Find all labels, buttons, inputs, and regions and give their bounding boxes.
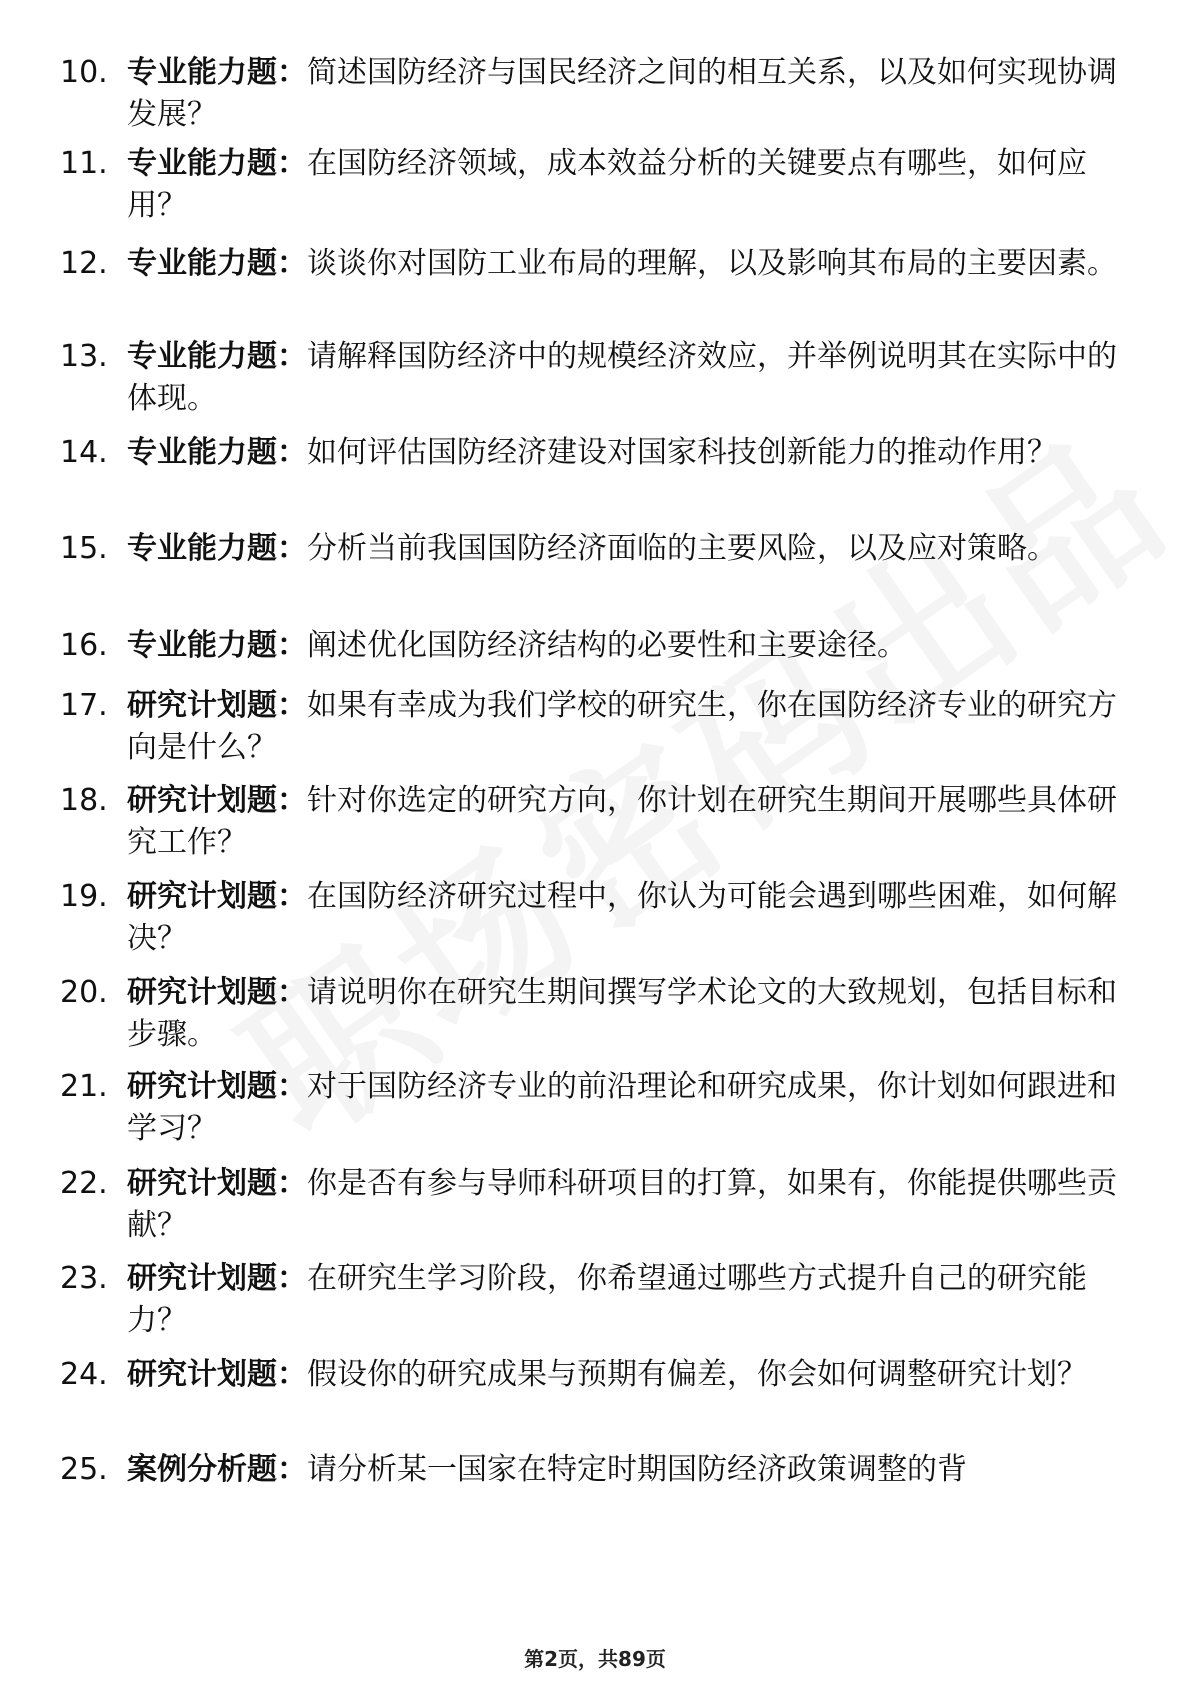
question-body [127,52,1127,136]
question-type: 研究计划题： [127,688,307,723]
question-type: 专业能力题： [127,628,307,663]
question-number: 12. [60,246,108,281]
question-text: 如果有幸成为我们学校的研究生，你在国防经济专业的研究方向是什么？ [127,688,1117,765]
question-type: 研究计划题： [127,1166,307,1201]
question-number: 18. [60,783,108,818]
question-body [127,972,1127,1056]
question-text: 请说明你在研究生期间撰写学术论文的大致规划，包括目标和步骤。 [127,975,1117,1052]
question-body [127,876,1127,960]
question-body [127,432,1127,474]
question-type: 专业能力题： [127,339,307,374]
question-number: 22. [60,1166,108,1201]
question-type: 专业能力题： [127,55,307,90]
question-number: 15. [60,531,108,566]
question-text: 阐述优化国防经济结构的必要性和主要途径。 [307,628,907,663]
question-text: 如何评估国防经济建设对国家科技创新能力的推动作用？ [307,435,1057,470]
question-body [127,625,1127,667]
question-body [127,143,1127,227]
question-text: 对于国防经济专业的前沿理论和研究成果，你计划如何跟进和学习？ [127,1069,1117,1146]
question-text: 假设你的研究成果与预期有偏差，你会如何调整研究计划？ [307,1357,1087,1392]
question-text: 简述国防经济与国民经济之间的相互关系，以及如何实现协调发展？ [127,55,1117,132]
question-number: 25. [60,1452,108,1487]
question-number: 20. [60,975,108,1010]
question-number: 16. [60,628,108,663]
question-body [127,1258,1127,1342]
question-body [127,1354,1127,1396]
question-type: 专业能力题： [127,246,307,281]
question-text: 针对你选定的研究方向，你计划在研究生期间开展哪些具体研究工作？ [127,783,1117,860]
question-body [127,1449,1127,1491]
question-body [127,528,1127,570]
question-type: 专业能力题： [127,146,307,181]
question-text: 请解释国防经济中的规模经济效应，并举例说明其在实际中的体现。 [127,339,1117,416]
question-type: 专业能力题： [127,435,307,470]
question-body [127,780,1127,864]
question-text: 在研究生学习阶段，你希望通过哪些方式提升自己的研究能力？ [127,1261,1087,1338]
question-type: 研究计划题： [127,1069,307,1104]
question-number: 10. [60,55,108,90]
page-footer: 第2页，共89页 [524,1647,666,1671]
question-text: 在国防经济研究过程中，你认为可能会遇到哪些困难，如何解决？ [127,879,1117,956]
question-number: 19. [60,879,108,914]
question-type: 研究计划题： [127,879,307,914]
question-body [127,336,1127,420]
question-body [127,243,1127,285]
question-type: 研究计划题： [127,1261,307,1296]
question-type: 研究计划题： [127,783,307,818]
question-text: 谈谈你对国防工业布局的理解，以及影响其布局的主要因素。 [307,246,1117,281]
question-body [127,1066,1127,1150]
question-number: 14. [60,435,108,470]
question-type: 专业能力题： [127,531,307,566]
question-number: 11. [60,146,108,181]
question-body [127,685,1127,769]
question-text: 请分析某一国家在特定时期国防经济政策调整的背 [307,1452,967,1487]
question-number: 21. [60,1069,108,1104]
question-text: 分析当前我国国防经济面临的主要风险，以及应对策略。 [307,531,1057,566]
question-type: 案例分析题： [127,1452,307,1487]
question-type: 研究计划题： [127,975,307,1010]
question-number: 13. [60,339,108,374]
question-body [127,1163,1127,1247]
question-text: 在国防经济领域，成本效益分析的关键要点有哪些，如何应用？ [127,146,1087,223]
question-text: 你是否有参与导师科研项目的打算，如果有，你能提供哪些贡献？ [127,1166,1117,1243]
question-number: 23. [60,1261,108,1296]
question-number: 17. [60,688,108,723]
question-number: 24. [60,1357,108,1392]
question-type: 研究计划题： [127,1357,307,1392]
